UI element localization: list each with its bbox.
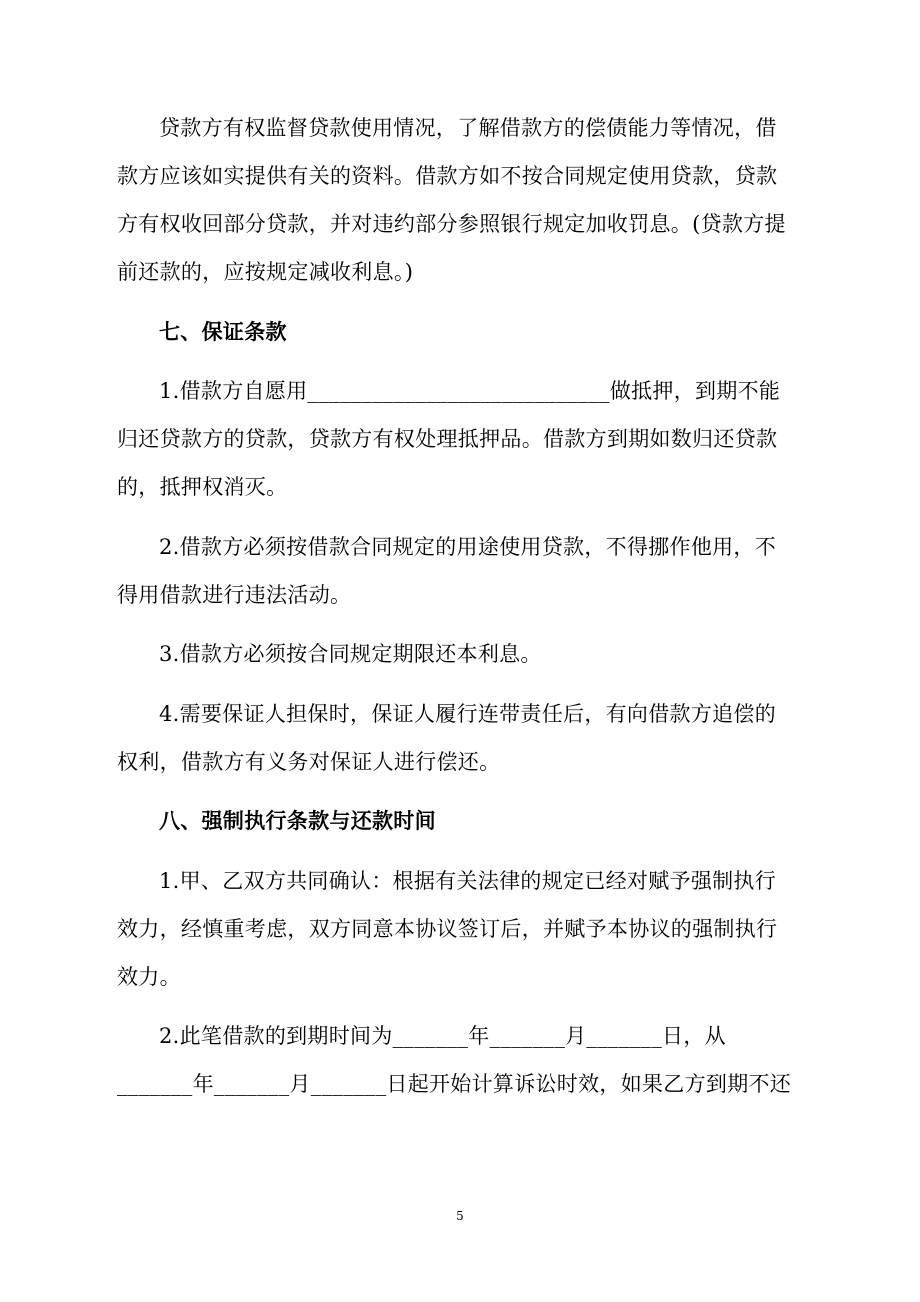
section-8-clause-1-line-2: 效力，经慎重考虑，双方同意本协议签订后，并赋予本协议的强制执行 [117,917,778,941]
section-7-clause-3-line-1: 3.借款方必须按合同规定期限还本利息。 [159,642,542,666]
section-7-clause-4-line-1: 4.需要保证人担保时，保证人履行连带责任后，有向借款方追偿的 [159,702,777,726]
paragraph-supervision-line-4: 前还款的，应按规定减收利息。) [117,260,414,284]
section-7-clause-1-line-1: 1.借款方自愿用____________________________做抵押，到期不能 [159,379,781,403]
section-7-clause-2-line-2: 得用借款进行违法活动。 [117,583,352,607]
section-8-clause-1-line-1: 1.甲、乙双方共同确认：根据有关法律的规定已经对赋予强制执行 [159,869,777,893]
section-7-clause-4-line-2: 权利，借款方有义务对保证人进行偿还。 [117,750,501,774]
paragraph-supervision-line-2: 款方应该如实提供有关的资料。借款方如不按合同规定使用贷款，贷款 [117,164,778,188]
section-7-heading: 七、保证条款 [159,319,287,344]
page-number: 5 [456,1209,464,1223]
paragraph-supervision-line-1: 贷款方有权监督贷款使用情况，了解借款方的偿债能力等情况，借 [159,116,777,140]
section-7-clause-1-line-3: 的，抵押权消灭。 [117,475,288,499]
section-8-heading: 八、强制执行条款与还款时间 [159,808,436,833]
section-8-clause-1-line-3: 效力。 [117,965,181,989]
section-8-clause-2-line-2: _______年_______月_______日起开始计算诉讼时效，如果乙方到期不还 [117,1072,792,1096]
section-7-clause-1-line-2: 归还贷款方的贷款，贷款方有权处理抵押品。借款方到期如数归还贷款 [117,427,778,451]
paragraph-supervision-line-3: 方有权收回部分贷款，并对违约部分参照银行规定加收罚息。(贷款方提 [117,212,786,236]
section-7-clause-2-line-1: 2.借款方必须按借款合同规定的用途使用贷款，不得挪作他用，不 [159,535,777,559]
section-8-clause-2-line-1: 2.此笔借款的到期时间为_______年_______月_______日，从 [159,1024,726,1048]
